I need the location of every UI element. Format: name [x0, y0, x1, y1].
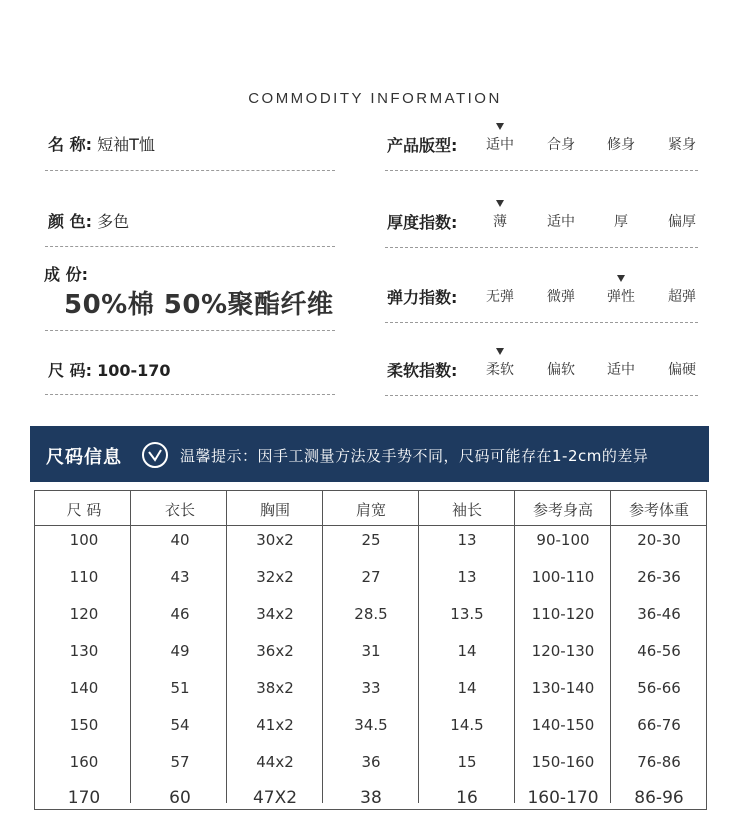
- selected-marker-icon: [496, 123, 504, 130]
- table-cell: 46: [170, 605, 190, 623]
- table-header-cell: 参考身高: [532, 501, 593, 519]
- table-cell: 150-160: [531, 753, 595, 771]
- attribute-option: 偏软: [547, 362, 575, 378]
- table-cell: 60: [169, 788, 191, 808]
- attribute-option: 柔软: [486, 362, 514, 378]
- attribute-option: 适中: [607, 362, 635, 378]
- table-cell: 100: [69, 531, 99, 549]
- table-cell: 130-140: [531, 679, 595, 697]
- attribute-label: 柔软指数:: [387, 361, 458, 380]
- attribute-option: 偏厚: [668, 214, 696, 230]
- table-cell: 26-36: [637, 568, 681, 586]
- table-cell: 32x2: [256, 568, 294, 586]
- table-cell: 76-86: [637, 753, 681, 771]
- table-cell: 20-30: [637, 531, 681, 549]
- attribute-option: 偏硬: [668, 362, 696, 378]
- table-cell: 38x2: [256, 679, 294, 697]
- table-cell: 43: [170, 568, 190, 586]
- table-header-cell: 肩宽: [355, 501, 386, 519]
- table-cell: 90-100: [536, 531, 590, 549]
- size-label: 尺 码:: [48, 361, 92, 380]
- table-header-divider: [35, 525, 706, 526]
- divider: [385, 322, 698, 323]
- table-cell: 170: [67, 788, 101, 808]
- table-header-cell: 胸围: [259, 501, 290, 519]
- table-cell: 40: [170, 531, 190, 549]
- attribute-option: 合身: [547, 137, 575, 153]
- material-value: 50%棉 50%聚酯纤维: [64, 290, 334, 320]
- table-cell: 46-56: [637, 642, 681, 660]
- table-cell: 14: [457, 679, 477, 697]
- table-cell: 57: [170, 753, 190, 771]
- table-cell: 140-150: [531, 716, 595, 734]
- table-cell: 38: [360, 788, 382, 808]
- size-table: [34, 490, 707, 810]
- size-info-banner: [30, 426, 709, 482]
- table-cell: 86-96: [634, 788, 684, 808]
- table-cell: 47X2: [252, 788, 298, 808]
- check-circle-icon: [142, 442, 168, 468]
- attribute-option: 适中: [486, 137, 514, 153]
- table-cell: 33: [361, 679, 381, 697]
- table-cell: 120: [69, 605, 99, 623]
- table-cell: 36-46: [637, 605, 681, 623]
- table-cell: 16: [456, 788, 478, 808]
- table-cell: 120-130: [531, 642, 595, 660]
- table-cell: 150: [69, 716, 99, 734]
- color-field: [48, 209, 129, 232]
- material-field: [44, 262, 88, 285]
- table-cell: 56-66: [637, 679, 681, 697]
- table-cell: 14.5: [450, 716, 484, 734]
- table-cell: 36x2: [256, 642, 294, 660]
- table-cell: 160: [69, 753, 99, 771]
- attribute-option: 无弹: [486, 289, 514, 305]
- color-value: 多色: [97, 212, 130, 231]
- table-cell: 25: [361, 531, 381, 549]
- table-header-cell: 袖长: [451, 501, 482, 519]
- table-cell: 54: [170, 716, 190, 734]
- table-cell: 13.5: [450, 605, 484, 623]
- table-cell: 13: [457, 568, 477, 586]
- attribute-label: 产品版型:: [387, 136, 458, 155]
- attribute-option: 超弹: [668, 289, 696, 305]
- table-header-cell: 尺 码: [66, 501, 102, 519]
- attribute-option: 紧身: [668, 137, 696, 153]
- table-cell: 49: [170, 642, 190, 660]
- table-cell: 15: [457, 753, 477, 771]
- table-cell: 44x2: [256, 753, 294, 771]
- table-cell: 13: [457, 531, 477, 549]
- banner-tip: 温馨提示：因手工测量方法及手势不同，尺码可能存在1-2cm的差异: [180, 447, 649, 465]
- selected-marker-icon: [496, 200, 504, 207]
- table-header-cell: 衣长: [164, 501, 195, 519]
- attribute-option: 微弹: [547, 289, 575, 305]
- table-cell: 100-110: [531, 568, 595, 586]
- table-cell: 51: [170, 679, 190, 697]
- table-header-cell: 参考体重: [628, 501, 689, 519]
- table-cell: 130: [69, 642, 99, 660]
- table-cell: 14: [457, 642, 477, 660]
- name-value: 短袖T恤: [97, 135, 155, 154]
- table-cell: 31: [361, 642, 381, 660]
- banner-title: 尺码信息: [46, 447, 122, 468]
- size-value: 100-170: [97, 361, 171, 380]
- divider: [385, 395, 698, 396]
- attribute-label: 弹力指数:: [387, 288, 458, 307]
- divider: [385, 170, 698, 171]
- table-cell: 30x2: [256, 531, 294, 549]
- selected-marker-icon: [617, 275, 625, 282]
- table-cell: 34x2: [256, 605, 294, 623]
- table-cell: 27: [361, 568, 381, 586]
- table-cell: 140: [69, 679, 99, 697]
- attribute-option: 修身: [607, 137, 635, 153]
- attribute-option: 适中: [547, 214, 575, 230]
- name-field: [48, 132, 155, 155]
- divider: [45, 170, 335, 171]
- table-cell: 110: [69, 568, 99, 586]
- attribute-label: 厚度指数:: [387, 213, 458, 232]
- material-label: 成 份:: [44, 265, 88, 284]
- section-title: COMMODITY INFORMATION: [248, 90, 502, 107]
- table-cell: 41x2: [256, 716, 294, 734]
- table-cell: 28.5: [354, 605, 388, 623]
- table-cell: 160-170: [527, 788, 599, 808]
- table-cell: 36: [361, 753, 381, 771]
- divider: [45, 330, 335, 331]
- divider: [45, 246, 335, 247]
- color-label: 颜 色:: [48, 212, 92, 231]
- divider: [45, 394, 335, 395]
- name-label: 名 称:: [48, 135, 92, 154]
- size-field: [48, 358, 171, 381]
- check-icon-svg: [144, 444, 166, 466]
- selected-marker-icon: [496, 348, 504, 355]
- table-cell: 66-76: [637, 716, 681, 734]
- attribute-option: 弹性: [607, 289, 635, 305]
- attribute-option: 厚: [614, 214, 628, 230]
- table-cell: 34.5: [354, 716, 388, 734]
- divider: [385, 247, 698, 248]
- table-cell: 110-120: [531, 605, 595, 623]
- attribute-option: 薄: [493, 214, 507, 230]
